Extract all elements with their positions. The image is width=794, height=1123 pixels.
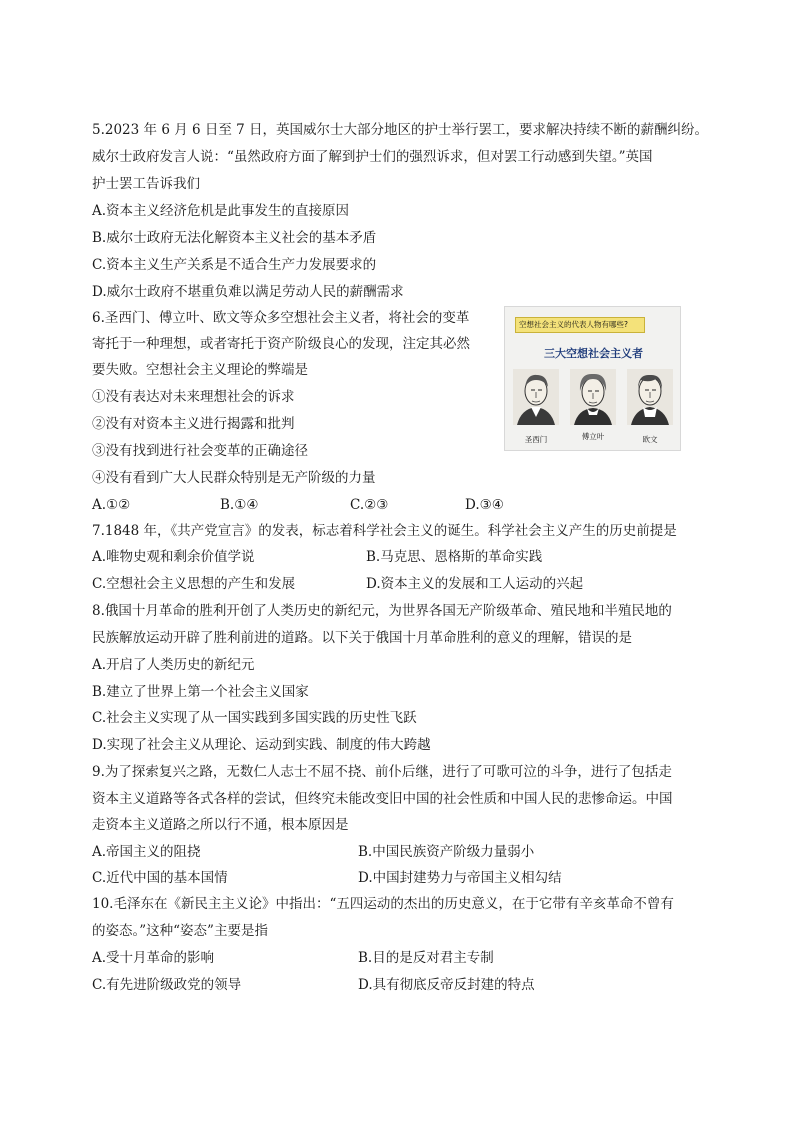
figure-question-banner: 空想社会主义的代表人物有哪些? (515, 317, 645, 333)
q5-stem-line-2: 威尔士政府发言人说：“虽然政府方面了解到护士们的强烈诉求，但对罢工行动感到失望。”英国 (92, 149, 653, 165)
q9-stem-line-1: 9.为了探索复兴之路，无数仁人志士不屈不挠、前仆后继，进行了可歌可泣的斗争，进行了包括走 (92, 764, 672, 780)
q9-option-b: B.中国民族资产阶级力量弱小 (358, 844, 535, 860)
saint-simon-name: 圣西门 (524, 435, 548, 444)
q6-statement-3: ③没有找到进行社会变革的正确途径 (92, 443, 308, 459)
q5-stem-line-1: 5.2023 年 6 月 6 日至 7 日，英国威尔士大部分地区的护士举行罢工，要求解决持续不断的薪酬纠纷。 (92, 122, 709, 138)
q6-statement-2: ②没有对资本主义进行揭露和批判 (92, 416, 295, 432)
q8-option-d: D.实现了社会主义从理论、运动到实践、制度的伟大跨越 (92, 737, 431, 753)
utopian-socialists-figure (504, 306, 681, 451)
q5-option-d: D.威尔士政府不堪重负难以满足劳动人民的薪酬需求 (92, 284, 404, 300)
owen-portrait (627, 369, 673, 425)
q7-option-c: C.空想社会主义思想的产生和发展 (92, 576, 296, 592)
q6-stem-line-1: 6.圣西门、傅立叶、欧文等众多空想社会主义者，将社会的变革 (92, 310, 470, 326)
q7-option-a: A.唯物史观和剩余价值学说 (92, 549, 255, 565)
q10-stem-line-2: 的姿态。”这种“姿态”主要是指 (92, 923, 268, 939)
q9-option-a: A.帝国主义的阻挠 (92, 844, 201, 860)
q9-stem-line-3: 走资本主义道路之所以行不通，根本原因是 (92, 817, 349, 833)
q10-option-c: C.有先进阶级政党的领导 (92, 977, 242, 993)
q6-option-d: D.③④ (465, 497, 504, 513)
q5-option-c: C.资本主义生产关系是不适合生产力发展要求的 (92, 257, 377, 273)
q8-option-c: C.社会主义实现了从一国实践到多国实践的历史性飞跃 (92, 710, 417, 726)
q6-stem-line-3: 要失败。空想社会主义理论的弊端是 (92, 362, 308, 378)
fourier-name: 傅立叶 (581, 432, 605, 441)
q6-option-b: B.①④ (220, 497, 259, 513)
q10-option-b: B.目的是反对君主专制 (358, 950, 494, 966)
q8-stem-line-1: 8.俄国十月革命的胜利开创了人类历史的新纪元，为世界各国无产阶级革命、殖民地和半殖民地的 (92, 603, 672, 619)
q7-option-d: D.资本主义的发展和工人运动的兴起 (366, 576, 584, 592)
q5-option-a: A.资本主义经济危机是此事发生的直接原因 (92, 203, 350, 219)
figure-title: 三大空想社会主义者 (544, 347, 643, 360)
q9-stem-line-2: 资本主义道路等各式各样的尝试，但终究未能改变旧中国的社会性质和中国人民的悲惨命运。中国 (92, 791, 673, 807)
q8-option-a: A.开启了人类历史的新纪元 (92, 657, 255, 673)
q9-option-c: C.近代中国的基本国情 (92, 870, 228, 886)
q10-option-a: A.受十月革命的影响 (92, 950, 215, 966)
q7-stem-line-1: 7.1848 年，《共产党宣言》的发表，标志着科学社会主义的诞生。科学社会主义产生的历史前提是 (92, 523, 677, 539)
q7-option-b: B.马克思、恩格斯的革命实践 (366, 549, 543, 565)
q6-option-a: A.①② (92, 497, 131, 513)
q10-option-d: D.具有彻底反帝反封建的特点 (358, 977, 535, 993)
saint-simon-portrait (513, 369, 559, 425)
q6-option-c: C.②③ (350, 497, 389, 513)
fourier-portrait (570, 369, 616, 425)
owen-name: 欧文 (642, 435, 658, 444)
q9-option-d: D.中国封建势力与帝国主义相勾结 (358, 870, 562, 886)
q10-stem-line-1: 10.毛泽东在《新民主主义论》中指出：“五四运动的杰出的历史意义，在于它带有辛亥革命不曾有 (92, 896, 674, 912)
q6-statement-1: ①没有表达对未来理想社会的诉求 (92, 389, 295, 405)
q6-statement-4: ④没有看到广大人民群众特别是无产阶级的力量 (92, 470, 376, 486)
q5-stem-line-3: 护士罢工告诉我们 (92, 176, 200, 192)
q8-option-b: B.建立了世界上第一个社会主义国家 (92, 684, 309, 700)
q5-option-b: B.威尔士政府无法化解资本主义社会的基本矛盾 (92, 230, 377, 246)
q6-stem-line-2: 寄托于一种理想，或者寄托于资产阶级良心的发现，注定其必然 (92, 336, 470, 352)
q8-stem-line-2: 民族解放运动开辟了胜利前进的道路。以下关于俄国十月革命胜利的意义的理解，错误的是 (92, 630, 632, 646)
